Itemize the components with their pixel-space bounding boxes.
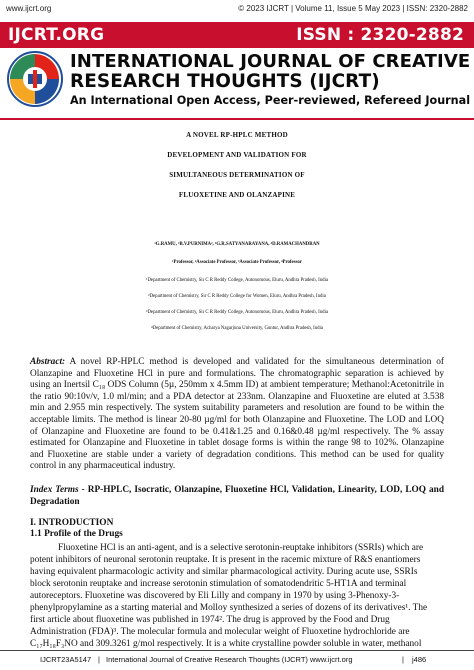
body-line-9: C₁₇H₁₈F₃NO and 309.3261 g/mol respectively. It is a white crystalline powder soluble in water, methanol: [30, 639, 422, 649]
body-line-8: Administration (FDA)³. The molecular formula and molecular weight of Fluoxetine hydrochloride are: [30, 627, 410, 637]
abstract-label: Abstract:: [30, 357, 66, 367]
running-header: [0, 0, 474, 18]
abstract-text: A novel RP-HPLC method is developed and validated for the simultaneous determination of Olanzapine and Fluoxetine HCl in pure and formulations. The chromatographic separation is achieved by using an Inertsil C₁₈ ODS Column (5µ, 250mm x 4.5mm ID) at ambient temperature; Methanol:Acetonitrile in the ratio 90:10v/v, 1.0 ml/min; and a PDA detector at 233nm. Olanzapine and Fluoxetine are eluted at 3.538 min and 2.955 min respectively. The system suitability parameters and resolution are found to be within the acceptable limits. The method is linear 20-80 µg/ml for both Olanzapine and Fluoxetine. The LOD and LOQ of Olanzapine and Fluoxetine are found to be 0.41&1.25 and 0.16&0.48 µg/ml respectively. The % assay estimated for Olanzapine and Fluoxetine in tablet dosage forms is within the range 98 to 102%. Olanzapine and Fluoxetine are stable under a variety of degradation conditions. This method can be used for quality control in any pharmaceutical industry.: [30, 357, 445, 472]
footer-sep-1: |: [98, 655, 100, 664]
paper-title-line2: DEVELOPMENT AND VALIDATION FOR: [167, 151, 307, 159]
paper-title-line3: SIMULTANEOUS DETERMINATION OF: [169, 171, 305, 179]
footer-sep-2: |: [402, 655, 404, 664]
band-issn-label: ISSN : 2320-2882: [296, 25, 464, 45]
affiliation-4: ⁴Department of Chemistry, Acharya Nagarjuna University, Guntur, Andhra Pradesh, India: [150, 326, 324, 331]
affiliation-1: ¹Department of Chemistry, Sir C R Reddy College, Autonomous, Eluru, Andhra Pradesh, India: [146, 278, 328, 283]
author-roles: ¹Professor, ²Associate Professor, ³Associate Professor, ⁴Professor: [172, 260, 302, 265]
section-heading: I. INTRODUCTION: [30, 518, 114, 528]
journal-band: [0, 22, 474, 48]
footer-journal[interactable]: International Journal of Creative Research Thoughts (IJCRT) www.ijcrt.org: [106, 655, 353, 664]
index-terms-label: Index Terms: [30, 485, 79, 495]
body-line-4: block serotonin reuptake and increase serotonin stimulation of somatodendritic 5-HT1A and terminal: [30, 579, 407, 589]
footer-rule: [0, 650, 474, 651]
site-link[interactable]: www.ijcrt.org: [6, 4, 52, 13]
authors: ¹G.RAMU, ²B.V.PURNIMA², ³G.R.SATYANARAYANA, ⁴D.RAMACHANDRAN: [154, 242, 320, 247]
journal-title-line1: INTERNATIONAL JOURNAL OF CREATIVE: [70, 51, 471, 72]
paper-title-line1: A NOVEL RP-HPLC METHOD: [186, 131, 288, 139]
body-line-5: autoreceptors. Fluoxetine was discovered by Eli Lilly and company in 1970 by using 3-Phenoxy-3-: [30, 591, 400, 601]
footer-page: j486: [412, 655, 427, 664]
index-terms: [30, 485, 444, 508]
body-line-1: Fluoxetine HCl is an anti-agent, and is a selective serotonin-reuptake inhibitors (SSRIs) which are: [58, 543, 424, 553]
body-line-6: phenylpropylamine as a starting material and Molloy synthesized a series of dozens of its derivatives¹. The: [30, 603, 428, 613]
subsection-heading: 1.1 Profile of the Drugs: [30, 529, 123, 539]
journal-logo: [6, 50, 64, 108]
journal-subtitle: An International Open Access, Peer-reviewed, Refereed Journal: [70, 94, 471, 107]
affiliation-3: ³Department of Chemistry, Sir C R Reddy College, Autonomous, Eluru, Andhra Pradesh, India: [146, 310, 328, 315]
logo-icon: [6, 50, 64, 108]
journal-title-line2: RESEARCH THOUGHTS (IJCRT): [70, 71, 380, 92]
affiliation-2: ²Department of Chemistry, Sir C R Reddy College for Women, Eluru, Andhra Pradesh, India: [148, 294, 326, 299]
header-rule: [0, 118, 474, 120]
footer-paper-id: IJCRT23A5147: [40, 655, 92, 664]
paper-title-line4: FLUOXETINE AND OLANZAPINE: [178, 191, 296, 199]
body-line-2: potent inhibitors of neuronal serotonin reuptake. It is present in the racemic mixture of R&S enantiomers: [30, 555, 421, 565]
abstract: [30, 357, 444, 473]
issue-line: © 2023 IJCRT | Volume 11, Issue 5 May 2023 | ISSN: 2320-2882: [238, 4, 468, 13]
band-left-label: IJCRT.ORG: [8, 25, 105, 45]
body-line-3: having equivalent pharmacologic activity and similar pharmacological activity. During acute use, SSRIs: [30, 567, 418, 577]
body-line-7: first article about fluoxetine was published in 1974². The drug is approved by the Food and Drug: [30, 615, 390, 625]
index-terms-text: - RP-HPLC, Isocratic, Olanzapine, Fluoxetine HCl, Validation, Linearity, LOD, LOQ and Degradation: [30, 485, 444, 507]
